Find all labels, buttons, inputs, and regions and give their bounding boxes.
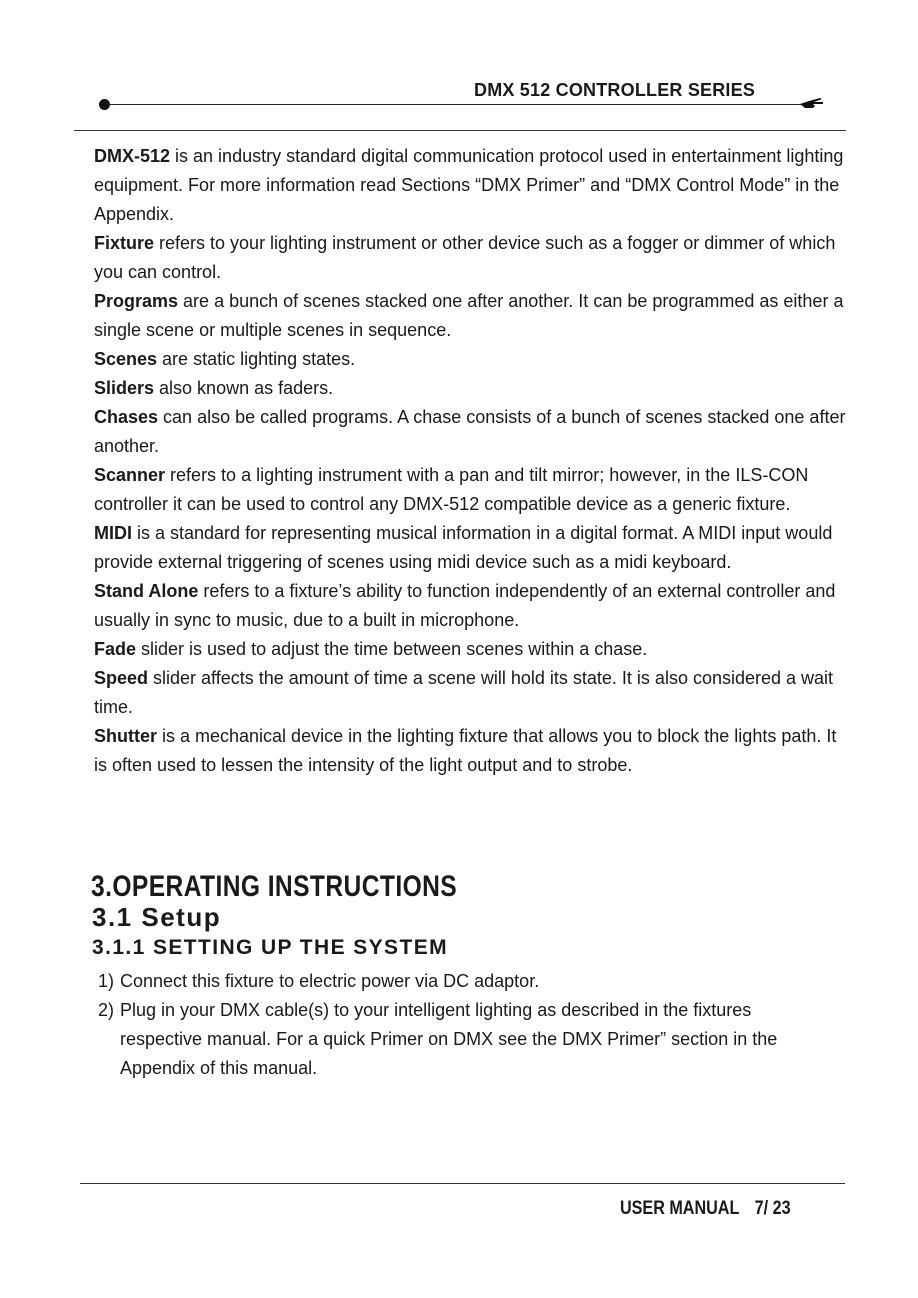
- definition-text: refers to your lighting instrument or other device such as a fogger or dimmer of which you can control.: [94, 233, 836, 282]
- definition-item: [94, 722, 854, 780]
- definitions-list: [94, 142, 854, 780]
- definition-text: refers to a fixture’s ability to function independently of an external controller and usually in sync to music, due to a built in microphone.: [94, 581, 836, 630]
- page-footer: [620, 1198, 791, 1220]
- definition-item: [94, 374, 854, 403]
- definition-text: slider affects the amount of time a scene will hold its state. It is also considered a wait time.: [94, 668, 834, 717]
- step-number: 2): [98, 1000, 115, 1020]
- definition-term: Shutter: [94, 726, 157, 746]
- footer-rule: [80, 1183, 845, 1184]
- running-header: DMX 512 CONTROLLER SERIES: [474, 80, 756, 100]
- definition-term: Chases: [94, 407, 159, 427]
- definition-text: refers to a lighting instrument with a pan and tilt mirror; however, in the ILS-CON controller it can be used to control any DMX-512 compatible device as a generic fixture.: [94, 465, 809, 514]
- step-item: [98, 996, 838, 1083]
- definition-term: Programs: [94, 291, 179, 311]
- definition-item: [94, 229, 854, 287]
- definition-term: DMX-512: [94, 146, 171, 166]
- definition-text: is a mechanical device in the lighting fixture that allows you to block the lights path. It is often used to lessen the intensity of the light output and to strobe.: [94, 726, 837, 775]
- step-number: 1): [98, 971, 115, 991]
- definition-text: slider is used to adjust the time between scenes within a chase.: [136, 639, 648, 659]
- definition-item: [94, 403, 854, 461]
- definition-term: Scanner: [94, 465, 166, 485]
- setup-steps: [98, 967, 838, 1083]
- definition-term: Fixture: [94, 233, 155, 253]
- page-number: 7/ 23: [754, 1198, 791, 1219]
- definition-term: Speed: [94, 668, 149, 688]
- definition-item: [94, 577, 854, 635]
- definition-text: are static lighting states.: [157, 349, 356, 369]
- definition-term: Sliders: [94, 378, 155, 398]
- step-item: [98, 967, 838, 996]
- chapter-heading: 3.OPERATING INSTRUCTIONS: [91, 870, 458, 903]
- header-rule: [74, 130, 846, 131]
- definition-item: [94, 345, 854, 374]
- definition-term: Scenes: [94, 349, 158, 369]
- definition-text: is a standard for representing musical information in a digital format. A MIDI input would provide external triggering of scenes using midi device such as a midi keyboard.: [94, 523, 833, 572]
- header-divider: [108, 104, 808, 105]
- definition-text: also known as faders.: [154, 378, 334, 398]
- definition-term: Fade: [94, 639, 137, 659]
- definition-item: [94, 664, 854, 722]
- definition-item: [94, 142, 854, 229]
- definition-text: are a bunch of scenes stacked one after another. It can be programmed as either a single scene or multiple scenes in sequence.: [94, 291, 844, 340]
- definition-text: can also be called programs. A chase consists of a bunch of scenes stacked one after another.: [94, 407, 846, 456]
- step-text: Connect this fixture to electric power via DC adaptor.: [120, 971, 540, 991]
- pointing-hand-icon: [800, 95, 824, 111]
- definition-text: is an industry standard digital communication protocol used in entertainment lighting equipment. For more information read Sections “DMX Primer” and “DMX Control Mode” in the Appendix.: [94, 146, 844, 224]
- footer-label: USER MANUAL: [620, 1198, 740, 1219]
- definition-term: Stand Alone: [94, 581, 199, 601]
- definition-item: [94, 461, 854, 519]
- definition-item: [94, 519, 854, 577]
- definition-item: [94, 287, 854, 345]
- definition-term: MIDI: [94, 523, 132, 543]
- step-text: Plug in your DMX cable(s) to your intelligent lighting as described in the fixtures respective manual. For a quick Primer on DMX see the DMX Primer” section in the Appendix of this manual.: [120, 1000, 778, 1078]
- definition-item: [94, 635, 854, 664]
- subsection-heading: 3.1.1 SETTING UP THE SYSTEM: [92, 936, 448, 959]
- section-heading: 3.1 Setup: [92, 902, 222, 932]
